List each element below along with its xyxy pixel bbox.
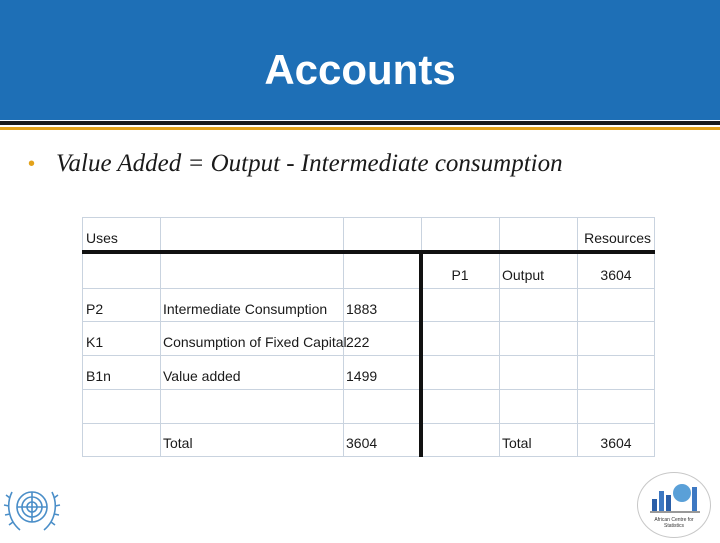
resource-code: P1 <box>451 267 469 283</box>
bullet-text: Value Added = Output - Intermediate consumption <box>56 150 563 177</box>
use-code: K1 <box>86 334 104 350</box>
uses-total-label: Total <box>163 435 193 451</box>
grid-line <box>82 288 655 289</box>
account-table <box>82 217 655 457</box>
title-divider-dark <box>0 121 720 125</box>
grid-line <box>82 355 655 356</box>
statistics-bars-icon <box>638 473 711 517</box>
title-divider-gold <box>0 127 720 130</box>
slide-title: Accounts <box>264 46 456 93</box>
uses-total-value: 3604 <box>346 435 378 451</box>
grid-line <box>82 217 655 218</box>
use-value: 222 <box>346 334 370 350</box>
use-code: P2 <box>86 301 104 317</box>
grid-line <box>421 217 422 250</box>
use-label: Intermediate Consumption <box>163 301 328 317</box>
grid-line <box>82 423 655 424</box>
t-account-horizontal-rule <box>82 250 655 254</box>
logo-caption: African Centre for Statistics <box>654 517 694 529</box>
use-value: 1499 <box>346 368 378 384</box>
resource-label: Output <box>502 267 545 283</box>
grid-line <box>82 389 655 390</box>
african-centre-for-statistics-logo <box>637 472 711 538</box>
use-label: Consumption of Fixed Capital <box>163 334 347 350</box>
united-nations-logo <box>2 480 62 538</box>
grid-line <box>82 456 655 457</box>
bullet-icon: • <box>28 153 36 175</box>
use-value: 1883 <box>346 301 378 317</box>
grid-line <box>82 321 655 322</box>
use-code: B1n <box>86 368 111 384</box>
use-label: Value added <box>163 368 241 384</box>
resource-value: 3604 <box>600 267 632 283</box>
resources-total-label: Total <box>502 435 532 451</box>
resources-header: Resources <box>584 230 651 246</box>
resources-total-value: 3604 <box>600 435 632 451</box>
uses-header: Uses <box>86 230 118 246</box>
